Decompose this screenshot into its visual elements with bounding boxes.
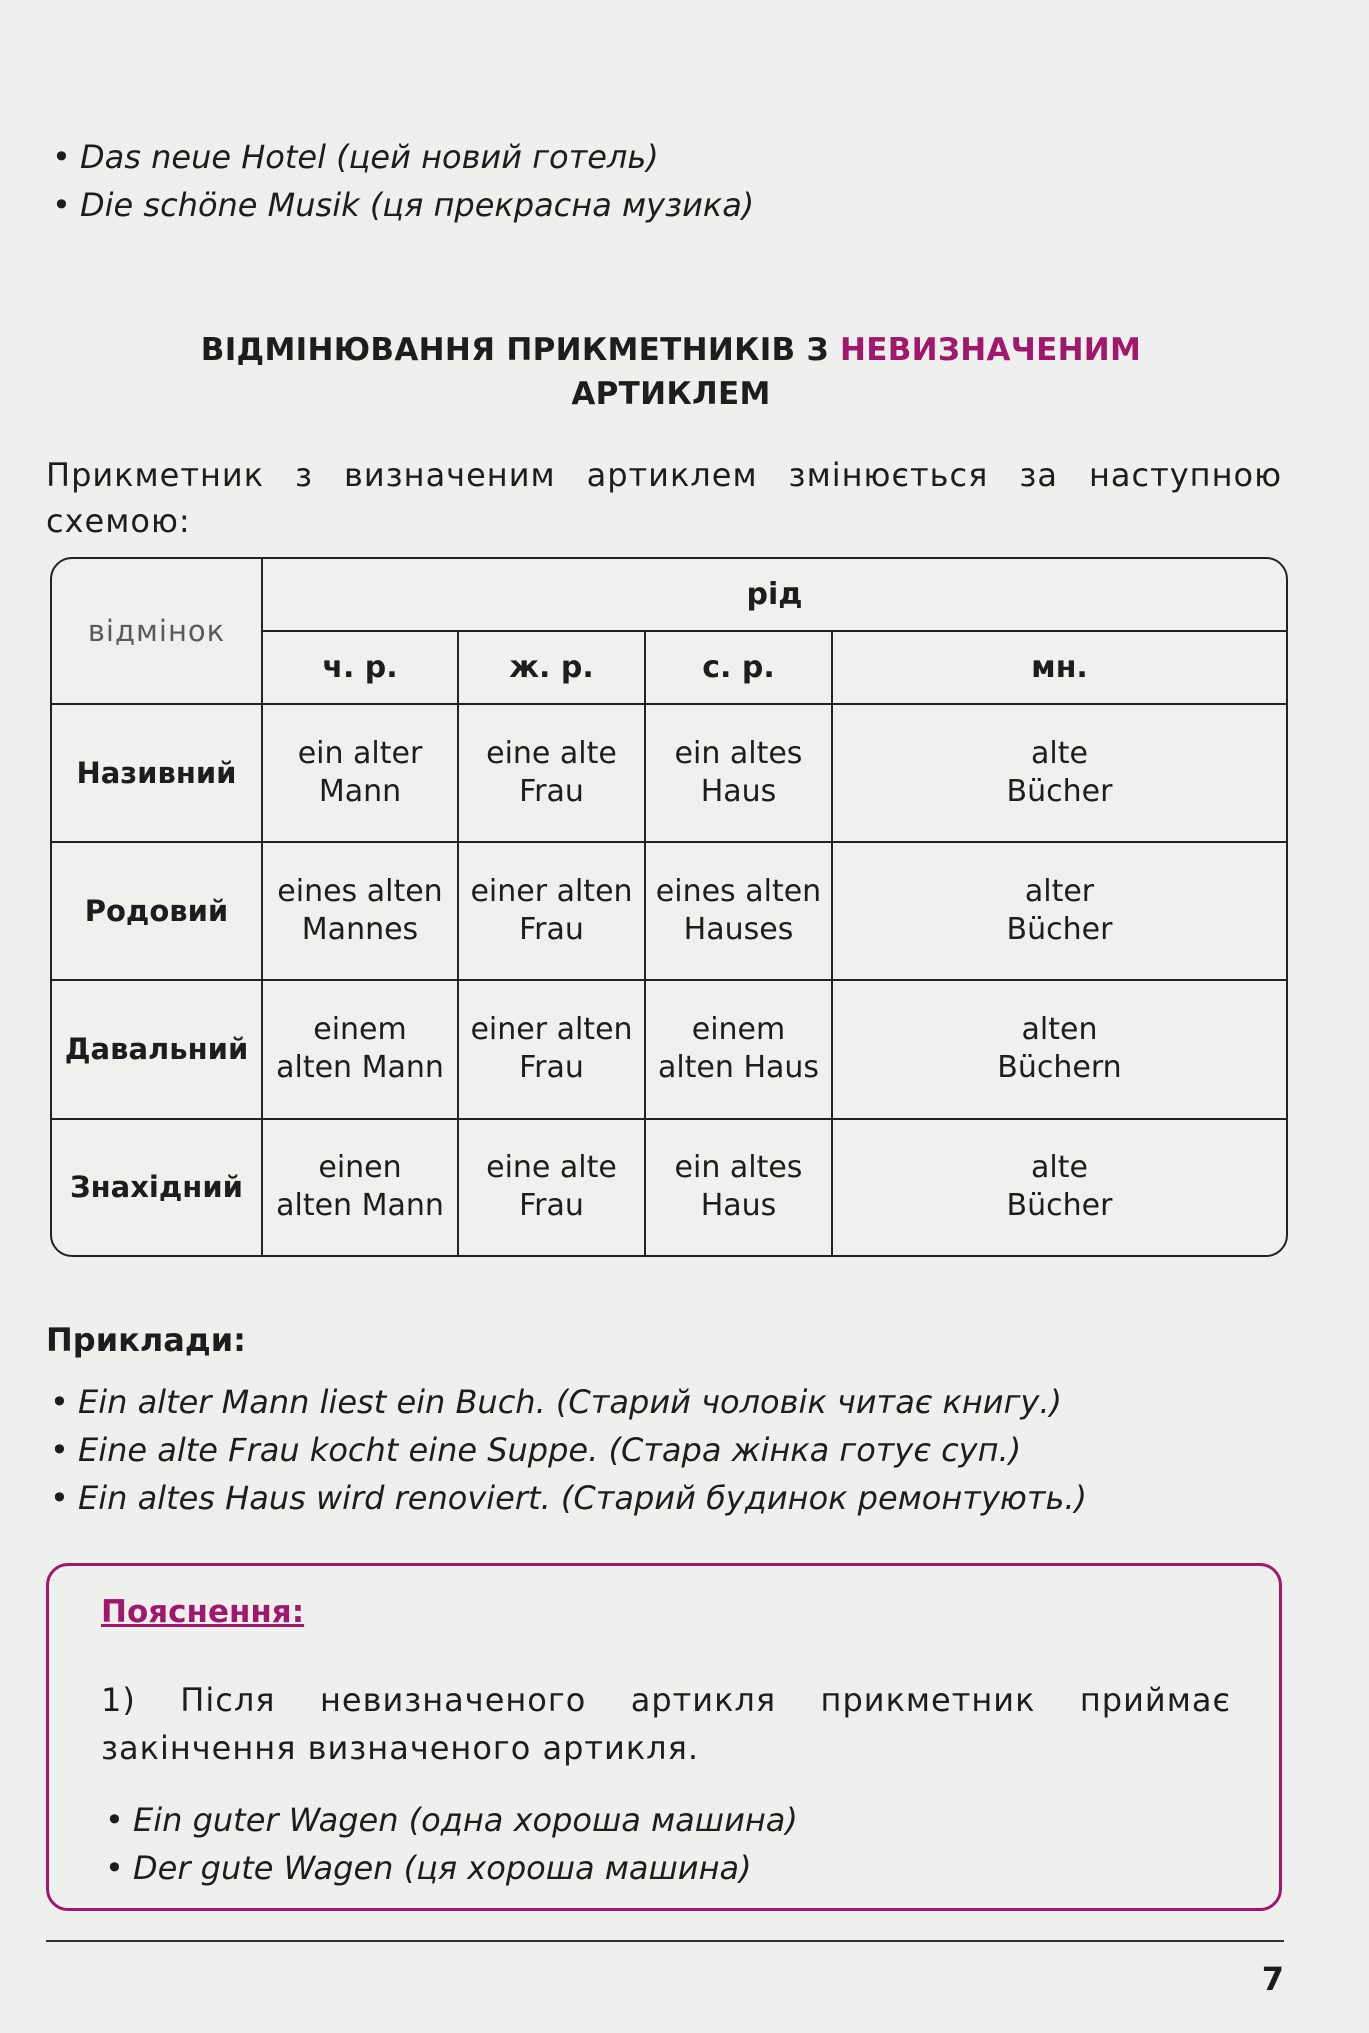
- section-title-part1: ВІДМІНЮВАННЯ ПРИКМЕТНИКІВ З: [200, 332, 840, 368]
- examples-title: Приклади:: [46, 1321, 246, 1359]
- list-item: • Ein guter Wagen (одна хороша машина): [101, 1796, 1231, 1844]
- table-corner-label: відмінок: [52, 559, 262, 704]
- table-cell: alte Bücher: [832, 704, 1286, 842]
- list-item: • Die schöne Musik (ця прекрасна музика): [48, 181, 1298, 229]
- section-title-part2: АРТИКЛЕМ: [571, 376, 771, 412]
- table-cell: einer alten Frau: [458, 980, 645, 1118]
- column-header: с. р.: [645, 631, 832, 704]
- list-item: • Das neue Hotel (цей новий готель): [48, 133, 1298, 181]
- table-cell: eine alte Frau: [458, 1119, 645, 1255]
- table-cell: ein altes Haus: [645, 704, 832, 842]
- column-header: мн.: [832, 631, 1286, 704]
- explanation-title: Пояснення:: [101, 1594, 305, 1630]
- table-cell: eines alten Hauses: [645, 842, 832, 980]
- footer-divider: [46, 1940, 1284, 1942]
- section-title: [60, 328, 1282, 416]
- list-item: • Ein altes Haus wird renoviert. (Старий будинок ремонтують.): [46, 1474, 1296, 1522]
- table-cell: eines alten Mannes: [262, 842, 458, 980]
- table-row: [52, 842, 1286, 980]
- examples-list: [46, 1378, 1296, 1522]
- list-item: • Der gute Wagen (ця хороша машина): [101, 1844, 1231, 1892]
- explanation-box: [46, 1563, 1282, 1911]
- table-cell: einem alten Mann: [262, 980, 458, 1118]
- table-cell: einem alten Haus: [645, 980, 832, 1118]
- table-cell: alter Bücher: [832, 842, 1286, 980]
- column-header: ж. р.: [458, 631, 645, 704]
- page-number: 7: [1261, 1960, 1284, 1998]
- case-label: Знахідний: [52, 1119, 262, 1255]
- table-cell: alten Büchern: [832, 980, 1286, 1118]
- column-header: ч. р.: [262, 631, 458, 704]
- table-row: [52, 704, 1286, 842]
- table-cell: einer alten Frau: [458, 842, 645, 980]
- explanation-text: 1) Після невизначеного артикля прикметник приймає закінчення визначеного артикля.: [101, 1681, 1231, 1767]
- table-group-header: рід: [262, 559, 1286, 631]
- explanation-list: [101, 1796, 1231, 1892]
- table-cell: ein alter Mann: [262, 704, 458, 842]
- case-label: Родовий: [52, 842, 262, 980]
- section-title-accent: НЕВИЗНАЧЕНИМ: [839, 332, 1142, 368]
- table-cell: eine alte Frau: [458, 704, 645, 842]
- case-label: Називний: [52, 704, 262, 842]
- intro-paragraph: Прикметник з визначеним артиклем змінюється за наступною схемою:: [46, 456, 1282, 540]
- table-row: [52, 980, 1286, 1118]
- top-example-list: [48, 133, 1298, 229]
- table-cell: alte Bücher: [832, 1119, 1286, 1255]
- table-cell: ein altes Haus: [645, 1119, 832, 1255]
- table-header-row: [52, 559, 1286, 631]
- table-row: [52, 1119, 1286, 1255]
- table-cell: einen alten Mann: [262, 1119, 458, 1255]
- declension-table: [50, 557, 1288, 1257]
- list-item: • Ein alter Mann liest ein Buch. (Старий чоловік читає книгу.): [46, 1378, 1296, 1426]
- list-item: • Eine alte Frau kocht eine Suppe. (Стара жінка готує суп.): [46, 1426, 1296, 1474]
- case-label: Давальний: [52, 980, 262, 1118]
